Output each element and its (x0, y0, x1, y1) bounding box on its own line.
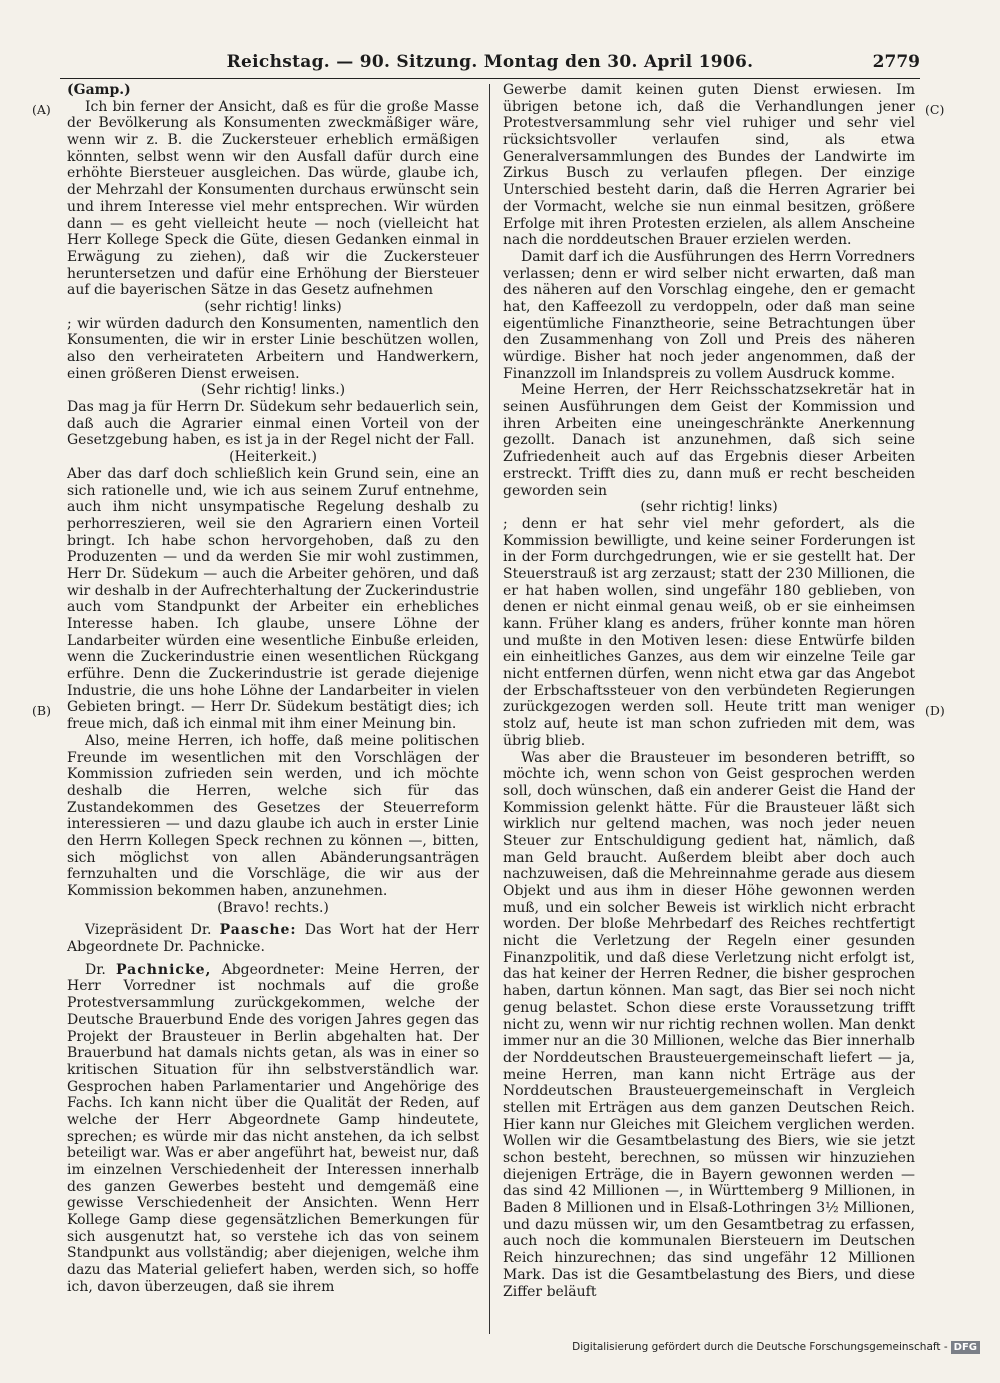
interjection: (Sehr richtig! links.) (200, 382, 346, 399)
speech-text: Abgeordneter: Meine Herren, der Herr Vorredner ist nochmals auf die große Protestversammlung zurückgekommen, welche der Deutsche Brauerbund Ende des vorigen Jahres gegen das Projekt der Brausteuer in Berlin abgehalten hat. Der Brauerbund hat damals nichts getan, als was in einer so kritischen Situation für ihn selbstverständlich war. Gesprochen haben Parlamentarier und Angehörige des Fachs. Ich kann nicht über die Qualität der Reden, auf welche der Herr Abgeordnete Gamp hindeutete, sprechen; es würde mir das nicht anstehen, da ich selbst beteiligt war. Was er aber angeführt hat, beweist nur, daß im einzelnen Verschiedenheit der Interessen innerhalb des ganzen Gewerbes besteht und demgemäß eine gewisse Verschiedenheit der Ansichten. Wenn Herr Kollege Gamp diese gegensätzlichen Bemerkungen für sich ausgenutzt hat, so verstehe ich das von seinem Standpunkt aus vollständig; aber diejenigen, welche ihm dazu das Material geliefert haben, werden sich, so hoffe ich, davon überzeugen, daß sie ihrem (67, 961, 480, 1295)
speaker-name: Pachnicke, (116, 961, 212, 978)
paragraph: ; denn er hat sehr viel mehr gefordert, als die Kommission bewilligte, und keine seiner Forderungen ist in der Form durchgedrungen, wie er sie gestellt hat. Der Steuerstrauß ist arg zerzaust; statt der 230 Millionen, die er hat haben wollen, sind ungefähr 180 geblieben, von denen er nicht einmal genau weiß, ob er sie einheimsen kann. Früher klang es anders, früher konnte man hören und mußte in den Motiven lesen: diese Entwürfe bilden ein einheitliches Ganzes, aus dem wir einzelne Teile gar nicht entfernen dürfen, wenn nicht etwa gar das Angebot der Erbschaftssteuer von den verbündeten Regierungen zurückgezogen werden soll. Heute tritt man weniger stolz auf, heute ist man schon zufrieden mit dem, was übrig blieb. (503, 515, 915, 749)
paragraph: Ich bin ferner der Ansicht, daß es für die große Masse der Bevölkerung als Konsumenten zweckmäßiger wäre, wenn wir z. B. die Zuckersteuer erheblich ermäßigen könnten, selbst wenn wir den Ausfall dafür durch eine erhöhte Biersteuer ausgleichen. Das würde, glaube ich, der Mehrzahl der Konsumenten durchaus erwünscht sein und ihrem Interesse viel mehr entsprechen. Wir würden dann — es geht vielleicht heute — noch (vielleicht hat Herr Kollege Speck die Güte, diesen Gedanken einmal in Erwägung zu ziehen), daß wir die Zuckersteuer heruntersetzen und dafür eine Erhöhung der Biersteuer auf die bayerischen Sätze in das Gesetz aufnehmen (67, 98, 479, 299)
footer-credit (572, 1341, 980, 1354)
paragraph: Damit darf ich die Ausführungen des Herrn Vorredners verlassen; denn er wird selber nicht erwarten, daß man des näheren auf den Vorschlag eingehe, den er gemacht hat, den Kaffeezoll zu verdoppeln, oder daß man seine eigentümliche Finanztheorie, seine Betrachtungen über den Zusammenhang von Zoll und Preis des näheren würdige. Bisher hat noch jeder angenommen, daß der Finanzzoll im Inlandspreis zu vollem Ausdruck komme. (503, 248, 915, 382)
interjection: (sehr richtig! links) (204, 298, 342, 315)
paragraph: Meine Herren, der Herr Reichsschatzsekretär hat in seinen Ausführungen dem Geist der Kommission und ihren Arbeiten eine uneingeschränkte Anerkennung gezollt. Danach ist anzunehmen, daß sich seine Zufriedenheit auch auf das Ergebnis dieser Arbeiten erstreckt. Trifft dies zu, dann muß er recht bescheiden geworden sein (503, 382, 915, 499)
interjection: (sehr richtig! links) (640, 499, 778, 516)
paragraph: ; wir würden dadurch den Konsumenten, namentlich den Konsumenten, die wir in erster Linie beschützen wollen, also den verheirateten Arbeitern und Handwerkern, einen größeren Dienst erweisen. (67, 315, 479, 382)
header-rule (60, 78, 920, 79)
speaker-role: Dr. (85, 961, 106, 978)
speaker-paragraph (67, 962, 479, 1296)
margin-mark-c: (C) (925, 102, 945, 117)
footer-text: Digitalisierung gefördert durch die Deutsche Forschungsgemeinschaft - (572, 1341, 948, 1353)
margin-mark-b: (B) (32, 703, 51, 718)
paragraph: Aber das darf doch schließlich kein Grund sein, eine an sich rationelle und, wie ich aus seinem Zuruf entnehme, auch ihm nicht unsympatische Regelung deshalb zu perhorreszieren, weil sie den Agrariern einen Vorteil bringt. Ich habe schon hervorgehoben, daß zu den Produzenten — und da werden Sie mir wohl zustimmen, Herr Dr. Südekum — auch die Arbeiter gehören, und daß wir deshalb in der Aufrechterhaltung der Zuckerindustrie auch vom Standpunkt der Arbeiter ein erhebliches Interesse haben. Ich glaube, unsere Löhne der Landarbeiter würden eine wesentliche Einbuße erleiden, wenn die Zuckerindustrie einen wesentlichen Rückgang erführe. Denn die Zuckerindustrie ist gerade diejenige Industrie, die uns hohe Löhne der Landarbeiter in vielen Gebieten bringt. — Herr Dr. Südekum bestätigt dies; ich freue mich, daß ich einmal mit ihm einer Meinung bin. (67, 465, 479, 733)
paragraph: Also, meine Herren, ich hoffe, daß meine politischen Freunde im wesentlichen mit den Vorschlägen der Kommission zufrieden sein werden, und ich möchte deshalb die Herren, welche sich für das Zustandekommen des Gesetzes der Steuerreform interessieren — und dazu glaube ich auch in erster Linie den Herrn Kollegen Speck rechnen zu können —, bitten, sich möglichst von allen Abänderungsanträgen fernzuhalten und die Vorschläge, die wir aus der Kommission bekommen haben, anzunehmen. (67, 732, 479, 899)
speech-text: Das Wort hat der Herr Abgeordnete Dr. Pachnicke. (67, 922, 479, 956)
speaker-paragraph (67, 922, 479, 955)
paragraph: Was aber die Brausteuer im besonderen betrifft, so möchte ich, wenn schon von Geist gesprochen werden soll, doch wünschen, daß ein anderer Geist die Hand der Kommission gelenkt hätte. Für die Brausteuer läßt sich wirklich nur geltend machen, was noch jeder neuen Steuer zur Entschuldigung gedient hat, nämlich, daß man Geld braucht. Außerdem bleibt aber doch auch nachzuweisen, daß die Mehreinnahme gerade aus diesem Objekt und aus ihm in dieser Höhe gewonnen werden muß, und ein solcher Beweis ist wirklich nicht erbracht worden. Der bloße Mehrbedarf des Reiches rechtfertigt nicht die Verletzung der Regeln einer gesunden Finanzpolitik, und daß diese Verletzung nicht erfolgt ist, das hat keiner der Herren Redner, die bisher gesprochen haben, dartun können. Man sagt, das Bier sei noch nicht genug belastet. Schon diese erste Voraussetzung trifft nicht zu, wenn wir nur richtig rechnen wollen. Man denkt immer nur an die 30 Millionen, welche das Bier innerhalb der Norddeutschen Brausteuergemeinschaft liefert — ja, meine Herren, man kann nicht Erträge aus der Norddeutschen Brausteuergemeinschaft in Vergleich stellen mit Erträgen aus dem ganzen Deutschen Reich. Hier kann nur Gleiches mit Gleichem verglichen werden. Wollen wir die Gesamtbelastung des Biers, wie sie jetzt schon besteht, berechnen, so müssen wir hinzuziehen diejenigen Erträge, die in Bayern gewonnen werden — das sind 42 Millionen —, in Württemberg 9 Millionen, in Baden 8 Millionen und in Elsaß-Lothringen 3½ Millionen, und dazu müssen wir, um den Gesamtbetrag zu erfassen, auch noch die kommunalen Biersteuern im Deutschen Reich hinzurechnen; das sind ungefähr 12 Millionen Mark. Das ist die Gesamtbelastung des Biers, und diese Ziffer beläuft (503, 749, 915, 1300)
paragraph: Gewerbe damit keinen guten Dienst erwiesen. Im übrigen betone ich, daß die Verhandlungen jener Protestversammlung sehr viel ruhiger und sehr viel rücksichtsvoller verlaufen sind, als etwa Generalversammlungen des Bundes der Landwirte im Zirkus Busch zu verlaufen pflegen. Der einzige Unterschied besteht darin, daß die Herren Agrarier bei der Vormacht, welche sie nun einmal besitzen, größere Erfolge mit ihren Protesten erzielen, als allem Anscheine nach die norddeutschen Brauer erzielen werden. (503, 82, 915, 249)
column-divider (489, 84, 490, 1334)
right-column (503, 82, 915, 1300)
speaker-role: Vizepräsident Dr. (85, 922, 212, 939)
margin-mark-d: (D) (925, 703, 945, 718)
speaker-tag: (Gamp.) (67, 82, 131, 98)
running-title: Reichstag. — 90. Sitzung. Montag den 30. April 1906. (226, 52, 754, 72)
left-column (67, 82, 479, 1296)
dfg-logo: DFG (951, 1341, 980, 1354)
interjection: (Heiterkeit.) (229, 449, 317, 466)
page-number: 2779 (872, 52, 920, 72)
speaker-name: Paasche: (219, 922, 297, 939)
interjection: (Bravo! rechts.) (217, 899, 329, 916)
page-header (60, 52, 920, 76)
margin-mark-a: (A) (32, 102, 51, 117)
paragraph: Das mag ja für Herrn Dr. Südekum sehr bedauerlich sein, daß auch die Agrarier einmal einen Vorteil von der Gesetzgebung haben, es ist ja in der Regel nicht der Fall. (67, 399, 479, 449)
